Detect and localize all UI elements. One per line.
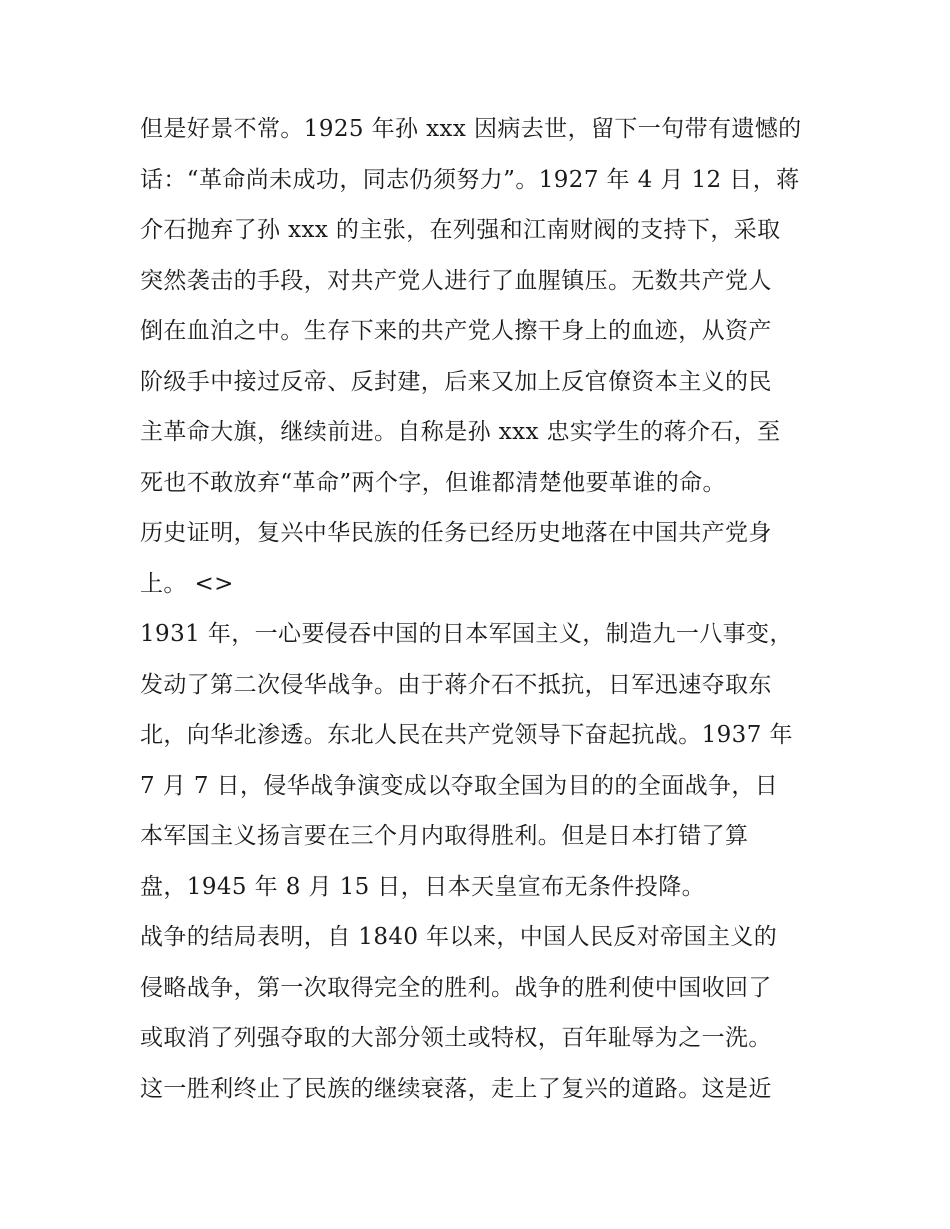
text-line: 死也不敢放弃“革命”两个字，但谁都清楚他要革谁的命。 [140,469,726,496]
text-line: 侵略战争，第一次取得完全的胜利。战争的胜利使中国收回了 [140,974,772,1001]
text-line: 主革命大旗，继续前进。自称是孙 xxx 忠实学生的蒋介石，至 [140,419,781,445]
text-line: 阶级手中接过反帝、反封建，后来又加上反官僚资本主义的民 [140,368,772,395]
paragraph-sun-death [140,104,820,508]
text-line: 但是好景不常。1925 年孙 xxx 因病去世，留下一句带有遗憾的 [140,116,802,142]
text-line: 1931 年，一心要侵吞中国的日本军国主义，制造九一八事变， [140,621,793,647]
text-line: 话：“革命尚未成功，同志仍须努力”。1927 年 4 月 12 日，蒋 [140,166,800,193]
paragraph-war-1931 [140,609,820,912]
text-line: 本军国主义扬言要在三个月内取得胜利。但是日本打错了算 [140,823,749,849]
text-line: 上。 <> [140,570,234,597]
text-line: 或取消了列强夺取的大部分领土或特权，百年耻辱为之一洗。 [140,1025,772,1051]
text-line: 发动了第二次侵华战争。由于蒋介石不抵抗，日军迅速夺取东 [140,671,772,698]
text-line: 倒在血泊之中。生存下来的共产党人擦干身上的血迹，从资产 [140,318,772,344]
text-line: 7 月 7 日，侵华战争演变成以夺取全国为目的的全面战争，日 [140,772,779,799]
text-line: 北，向华北渗透。东北人民在共产党领导下奋起抗战。1937 年 [140,722,793,748]
paragraph-war-result [140,912,820,1114]
text-line: 战争的结局表明，自 1840 年以来，中国人民反对帝国主义的 [140,924,778,950]
document-page [140,104,820,1114]
paragraph-history-proof [140,508,820,609]
text-line: 突然袭击的手段，对共产党人进行了血腥镇压。无数共产党人 [140,267,772,294]
text-line: 历史证明，复兴中华民族的任务已经历史地落在中国共产党身 [140,520,772,546]
text-line: 盘，1945 年 8 月 15 日，日本天皇宣布无条件投降。 [140,873,705,900]
text-line: 介石抛弃了孙 xxx 的主张，在列强和江南财阀的支持下，采取 [140,217,781,243]
text-line: 这一胜利终止了民族的继续衰落，走上了复兴的道路。这是近 [140,1075,772,1102]
